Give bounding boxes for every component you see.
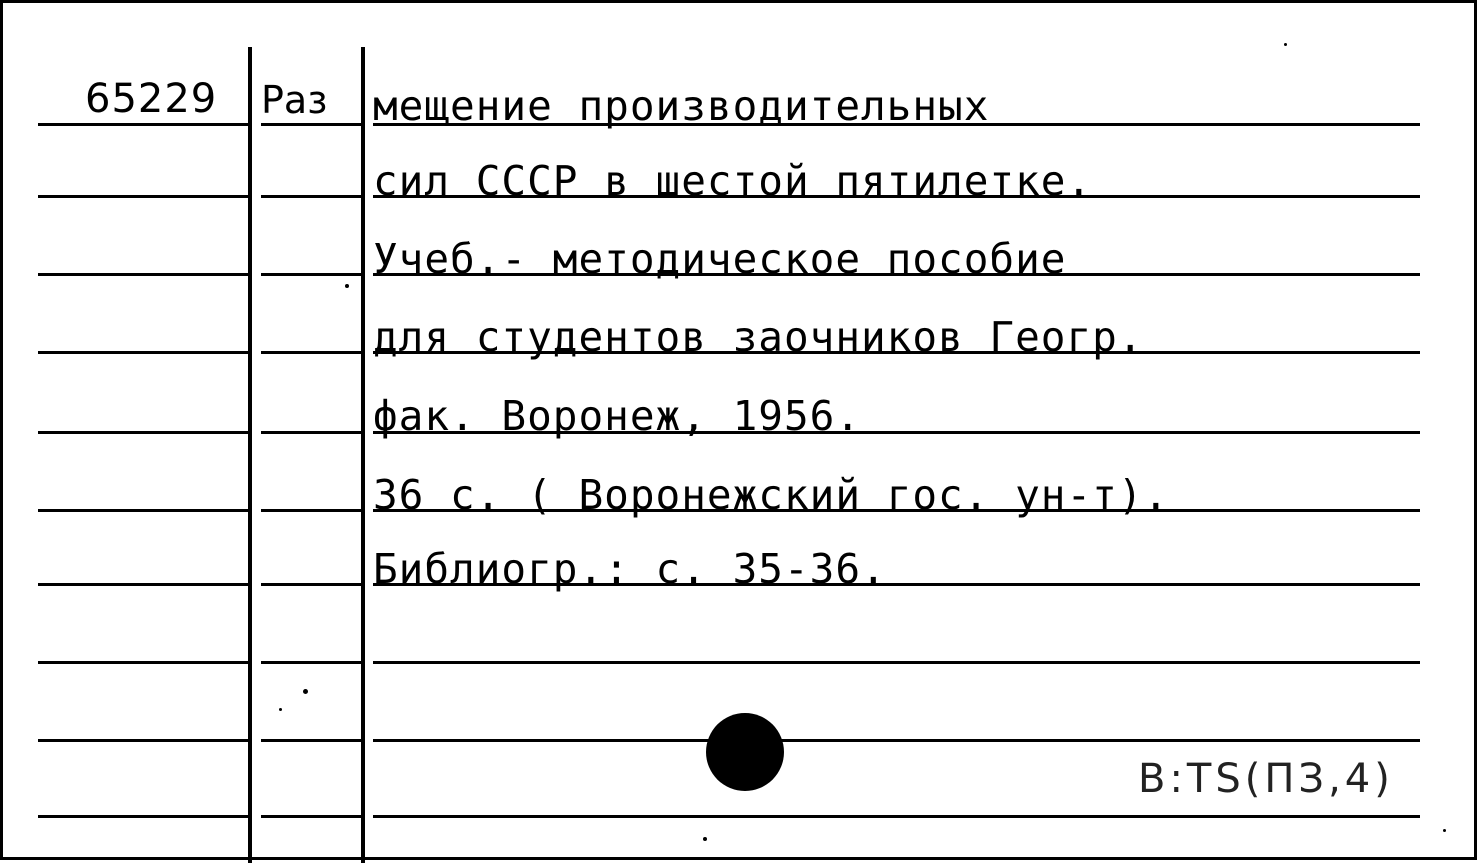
heading-fragment: Раз: [261, 78, 328, 122]
entry-line-6: 36 с. ( Воронежский гос. ун-т).: [373, 471, 1170, 519]
entry-line-3: Учеб.- методическое пособие: [373, 235, 1067, 283]
rule-middle: [261, 351, 361, 354]
entry-line-1: мещение производительных: [373, 82, 990, 130]
rule-left: [38, 351, 248, 354]
rule-right: [373, 661, 1420, 664]
rule-middle: [261, 739, 361, 742]
rule-middle: [261, 509, 361, 512]
speck: [1284, 43, 1287, 46]
catalog-number: 65229: [85, 76, 218, 122]
rule-middle: [261, 583, 361, 586]
rule-left: [38, 509, 248, 512]
rule-middle: [261, 815, 361, 818]
rule-middle: [261, 273, 361, 276]
rule-left: [38, 661, 248, 664]
rule-middle: [261, 661, 361, 664]
rule-left: [38, 583, 248, 586]
speck: [703, 837, 707, 841]
speck: [279, 708, 282, 711]
rule-middle: [261, 431, 361, 434]
entry-line-4: для студентов заочников Геогр.: [373, 313, 1144, 361]
rule-right: [373, 815, 1420, 818]
speck: [345, 284, 349, 288]
column-divider-right: [361, 47, 365, 863]
shelf-mark: В:TS(ПЗ,4): [1138, 756, 1394, 802]
rule-left: [38, 273, 248, 276]
entry-line-7: Библиогр.: с. 35-36.: [373, 545, 887, 593]
rule-left: [38, 739, 248, 742]
rule-left: [38, 123, 248, 126]
rule-right: [373, 739, 1420, 742]
speck: [303, 689, 308, 694]
entry-line-5: фак. Воронеж, 1956.: [373, 392, 861, 440]
speck: [1443, 829, 1446, 832]
rule-left: [38, 195, 248, 198]
column-divider-left: [248, 47, 252, 863]
punch-hole: [706, 713, 784, 791]
rule-middle: [261, 123, 361, 126]
rule-left: [38, 431, 248, 434]
entry-line-2: сил СССР в шестой пятилетке.: [373, 157, 1093, 205]
rule-left: [38, 815, 248, 818]
rule-middle: [261, 195, 361, 198]
